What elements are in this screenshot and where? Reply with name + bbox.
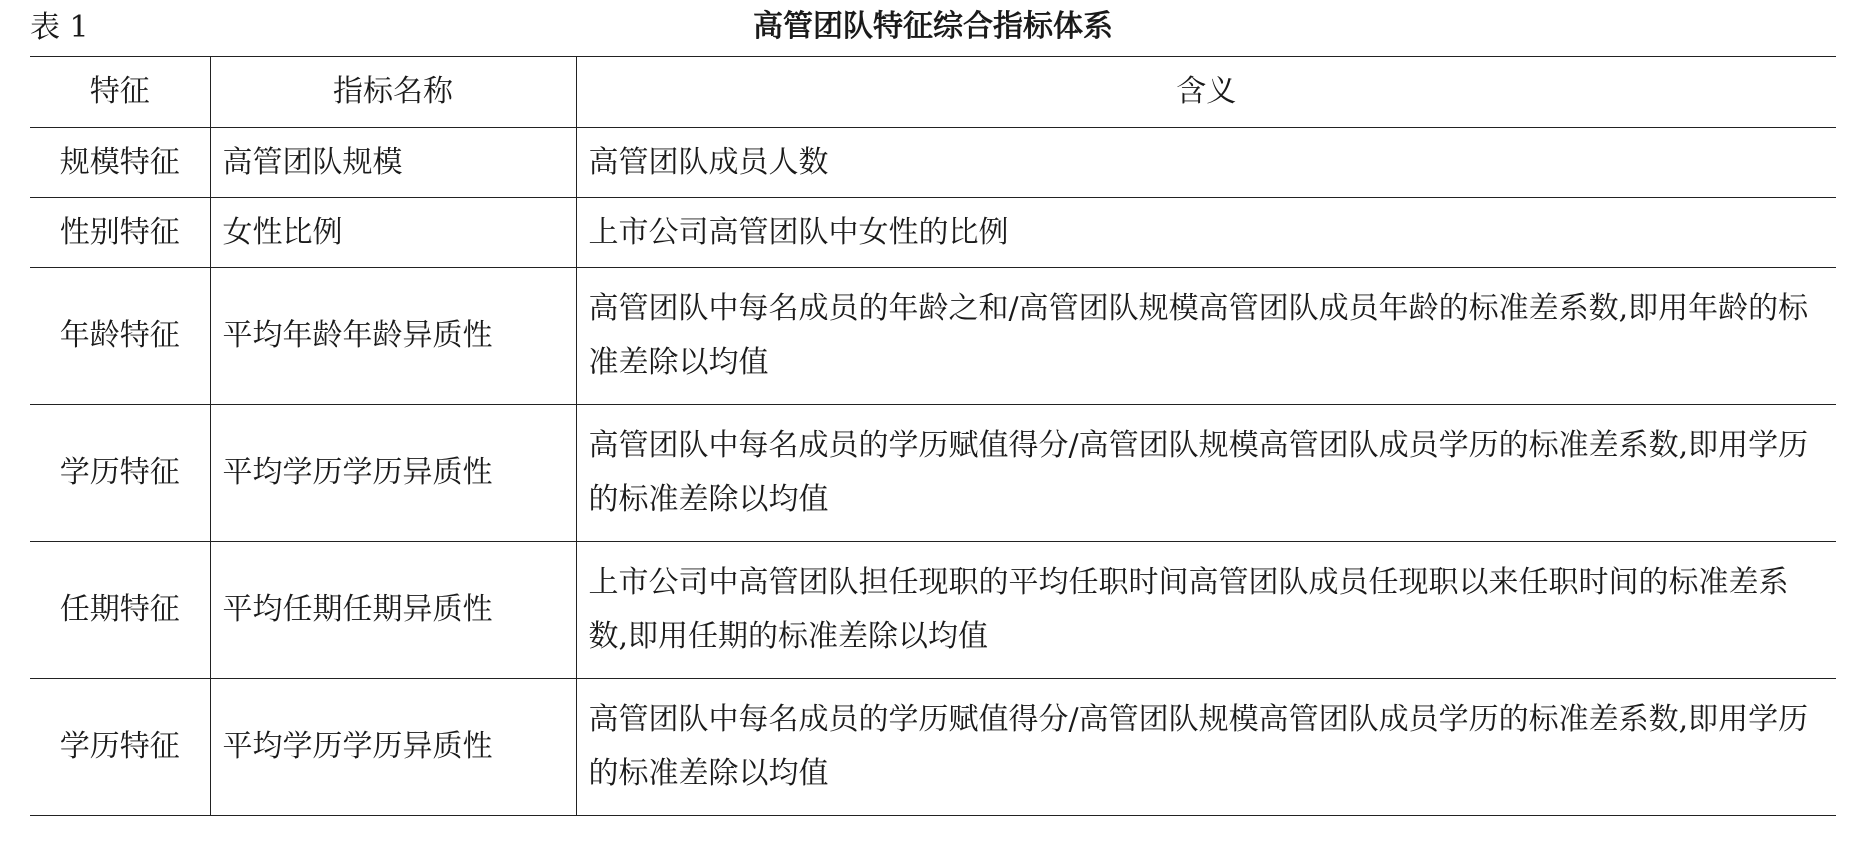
header-feature: 特征 [30, 57, 210, 128]
feature-cell: 年龄特征 [30, 268, 210, 405]
feature-cell: 性别特征 [30, 198, 210, 268]
feature-cell: 任期特征 [30, 542, 210, 679]
table-row [30, 198, 1836, 268]
table-row [30, 679, 1836, 816]
table-label: 表 1 [30, 10, 89, 45]
header-meaning: 含义 [576, 57, 1836, 128]
feature-cell: 学历特征 [30, 405, 210, 542]
indicator-name-cell: 平均学历学历异质性 [210, 405, 576, 542]
table-row [30, 405, 1836, 542]
header-name: 指标名称 [210, 57, 576, 128]
feature-cell: 规模特征 [30, 128, 210, 198]
meaning-cell: 高管团队中每名成员的学历赋值得分/高管团队规模高管团队成员学历的标准差系数,即用学历的标准差除以均值 [576, 679, 1836, 816]
meaning-cell: 高管团队中每名成员的年龄之和/高管团队规模高管团队成员年龄的标准差系数,即用年龄的标准差除以均值 [576, 268, 1836, 405]
table-caption [30, 0, 1836, 56]
table-row [30, 128, 1836, 198]
table-title: 高管团队特征综合指标体系 [753, 9, 1113, 44]
table-row [30, 268, 1836, 405]
indicator-name-cell: 高管团队规模 [210, 128, 576, 198]
meaning-cell: 上市公司中高管团队担任现职的平均任职时间高管团队成员任现职以来任职时间的标准差系数,即用任期的标准差除以均值 [576, 542, 1836, 679]
meaning-cell: 上市公司高管团队中女性的比例 [576, 198, 1836, 268]
meaning-cell: 高管团队成员人数 [576, 128, 1836, 198]
header-row [30, 57, 1836, 128]
indicator-table [30, 56, 1836, 816]
feature-cell: 学历特征 [30, 679, 210, 816]
indicator-name-cell: 平均学历学历异质性 [210, 679, 576, 816]
table-row [30, 542, 1836, 679]
indicator-name-cell: 平均任期任期异质性 [210, 542, 576, 679]
meaning-cell: 高管团队中每名成员的学历赋值得分/高管团队规模高管团队成员学历的标准差系数,即用学历的标准差除以均值 [576, 405, 1836, 542]
indicator-name-cell: 平均年龄年龄异质性 [210, 268, 576, 405]
indicator-name-cell: 女性比例 [210, 198, 576, 268]
